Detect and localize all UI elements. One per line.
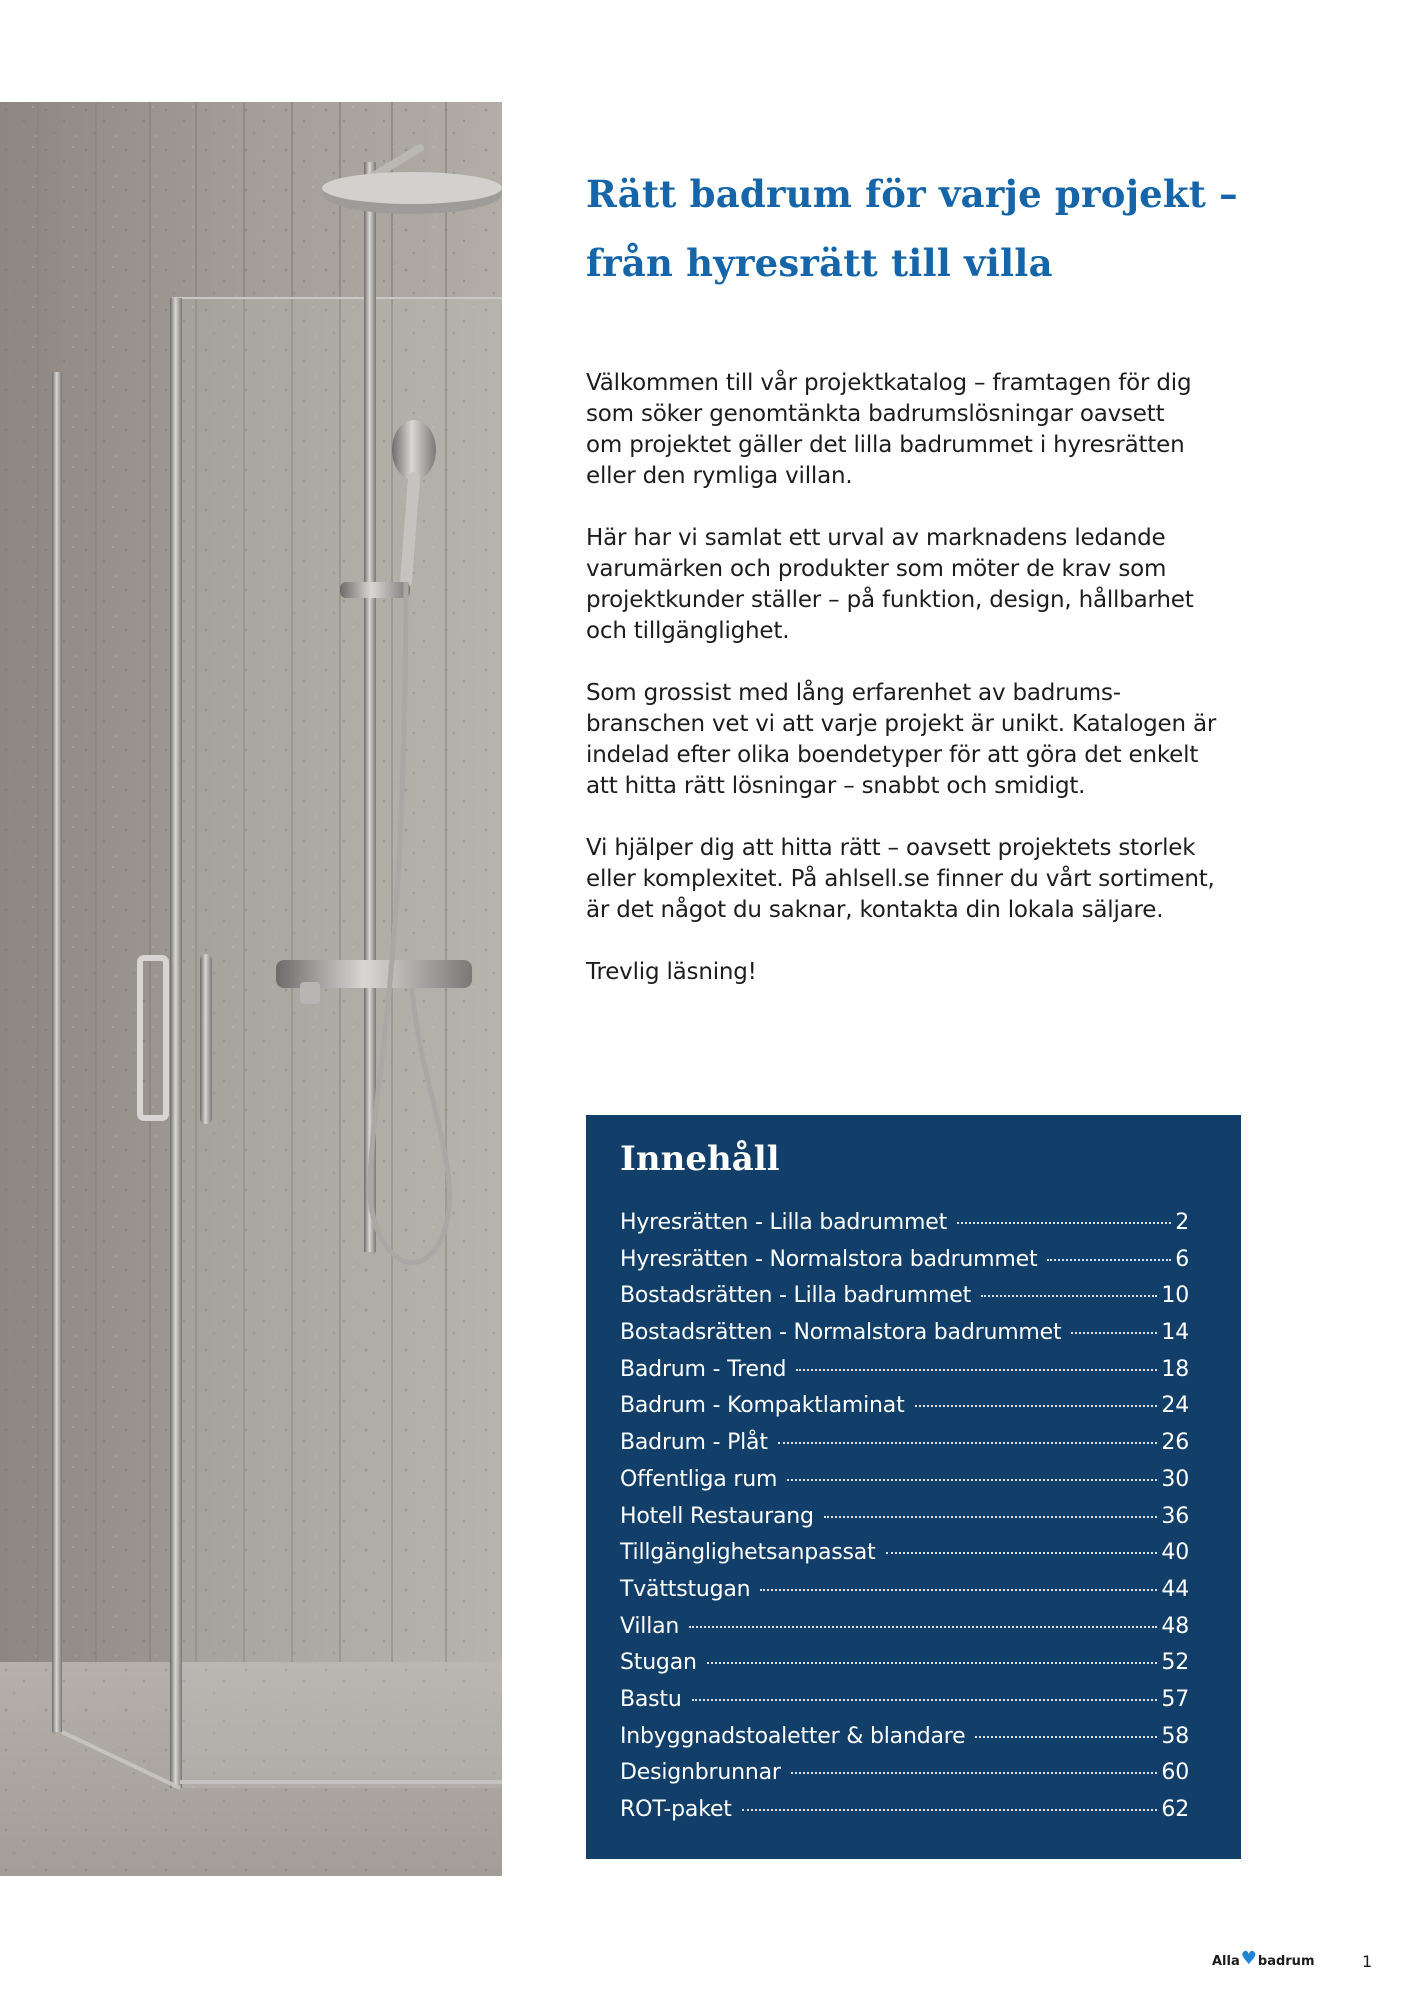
toc-dot-leader xyxy=(796,1369,1157,1371)
page-number: 1 xyxy=(1362,1952,1373,1971)
intro-paragraph-2 xyxy=(586,523,1256,647)
toc-item[interactable] xyxy=(620,1755,1189,1792)
toc-item-page: 18 xyxy=(1161,1356,1189,1382)
toc-item[interactable] xyxy=(620,1242,1189,1279)
toc-item-label: Bostadsrätten - Lilla badrummet xyxy=(620,1283,972,1309)
toc-dot-leader xyxy=(692,1699,1158,1701)
toc-dot-leader xyxy=(957,1222,1171,1224)
toc-item[interactable] xyxy=(620,1425,1189,1462)
toc-dot-leader xyxy=(689,1626,1157,1628)
toc-item-page: 36 xyxy=(1161,1503,1189,1529)
toc-item-page: 52 xyxy=(1161,1650,1189,1676)
toc-dot-leader xyxy=(787,1479,1157,1481)
table-of-contents xyxy=(586,1115,1241,1859)
toc-item-label: Stugan xyxy=(620,1650,697,1676)
toc-item-label: Badrum - Kompaktlaminat xyxy=(620,1393,905,1419)
toc-item-page: 60 xyxy=(1161,1760,1189,1786)
toc-item[interactable] xyxy=(620,1682,1189,1719)
intro-line: om projektet gäller det lilla badrummet i hyresrätten xyxy=(586,432,1185,458)
toc-item-label: Tillgänglighetsanpassat xyxy=(620,1540,876,1566)
shower-photo xyxy=(0,102,502,1876)
toc-item-page: 6 xyxy=(1175,1246,1189,1272)
page-title-line-1: Rätt badrum för varje projekt – xyxy=(586,172,1238,216)
toc-item-page: 14 xyxy=(1161,1320,1189,1346)
toc-item-label: Bastu xyxy=(620,1686,682,1712)
toc-dot-leader xyxy=(707,1662,1158,1664)
toc-dot-leader xyxy=(1047,1259,1171,1261)
toc-dot-leader xyxy=(824,1516,1158,1518)
intro-line: och tillgänglighet. xyxy=(586,618,790,644)
toc-item[interactable] xyxy=(620,1315,1189,1352)
toc-dot-leader xyxy=(742,1809,1158,1811)
toc-item-page: 57 xyxy=(1161,1686,1189,1712)
toc-item-label: Badrum - Trend xyxy=(620,1356,787,1382)
page-title xyxy=(586,160,1306,298)
toc-dot-leader xyxy=(1071,1332,1157,1334)
toc-item-page: 40 xyxy=(1161,1540,1189,1566)
toc-item-page: 26 xyxy=(1161,1430,1189,1456)
toc-dot-leader xyxy=(760,1589,1157,1591)
toc-item-label: Bostadsrätten - Normalstora badrummet xyxy=(620,1320,1062,1346)
intro-line: indelad efter olika boendetyper för att göra det enkelt xyxy=(586,742,1199,768)
toc-item[interactable] xyxy=(620,1462,1189,1499)
intro-line: som söker genomtänkta badrumslösningar oavsett xyxy=(586,401,1165,427)
toc-item-label: Designbrunnar xyxy=(620,1760,781,1786)
intro-closing xyxy=(586,957,1256,988)
toc-item[interactable] xyxy=(620,1645,1189,1682)
toc-item-page: 48 xyxy=(1161,1613,1189,1639)
toc-item[interactable] xyxy=(620,1352,1189,1389)
toc-item-label: Badrum - Plåt xyxy=(620,1430,768,1456)
intro-line: varumärken och produkter som möter de krav som xyxy=(586,556,1167,582)
toc-dot-leader xyxy=(981,1295,1157,1297)
intro-line: projektkunder ställer – på funktion, design, hållbarhet xyxy=(586,587,1194,613)
toc-item[interactable] xyxy=(620,1719,1189,1756)
toc-item[interactable] xyxy=(620,1388,1189,1425)
toc-item-label: Villan xyxy=(620,1613,680,1639)
toc-item[interactable] xyxy=(620,1609,1189,1646)
intro-line: Trevlig läsning! xyxy=(586,959,757,985)
toc-item[interactable] xyxy=(620,1792,1189,1829)
toc-item-label: Inbyggnadstoaletter & blandare xyxy=(620,1723,966,1749)
toc-item-label: Hotell Restaurang xyxy=(620,1503,814,1529)
intro-line: eller komplexitet. På ahlsell.se finner du vårt sortiment, xyxy=(586,866,1215,892)
toc-item-page: 58 xyxy=(1161,1723,1189,1749)
brand-name-right: badrum xyxy=(1257,1954,1315,1969)
intro-paragraph-4 xyxy=(586,833,1256,926)
toc-dot-leader xyxy=(975,1736,1157,1738)
toc-dot-leader xyxy=(915,1405,1158,1407)
intro-text xyxy=(586,368,1256,1019)
page-title-line-2: från hyresrätt till villa xyxy=(586,241,1053,285)
toc-item-page: 62 xyxy=(1161,1797,1189,1822)
intro-line: branschen vet vi att varje projekt är unikt. Katalogen är xyxy=(586,711,1217,737)
toc-dot-leader xyxy=(886,1552,1158,1554)
toc-item-label: Offentliga rum xyxy=(620,1466,778,1492)
intro-line: Vi hjälper dig att hitta rätt – oavsett projektets storlek xyxy=(586,835,1196,861)
toc-item-label: Tvättstugan xyxy=(620,1576,751,1602)
toc-item[interactable] xyxy=(620,1499,1189,1536)
toc-item[interactable] xyxy=(620,1278,1189,1315)
toc-dot-leader xyxy=(778,1442,1158,1444)
intro-paragraph-1 xyxy=(586,368,1256,492)
alla-badrum-logo xyxy=(1212,1948,1315,1969)
toc-item-page: 2 xyxy=(1175,1210,1189,1235)
toc-item-page: 44 xyxy=(1161,1576,1189,1602)
toc-item-page: 24 xyxy=(1161,1393,1189,1419)
intro-paragraph-3 xyxy=(586,678,1256,802)
intro-line: Här har vi samlat ett urval av marknadens ledande xyxy=(586,525,1166,551)
toc-item[interactable] xyxy=(620,1205,1189,1242)
toc-item[interactable] xyxy=(620,1535,1189,1572)
intro-line: att hitta rätt lösningar – snabbt och smidigt. xyxy=(586,773,1086,799)
intro-line: Välkommen till vår projektkatalog – framtagen för dig xyxy=(586,370,1192,396)
heart-icon: ♥ xyxy=(1240,1948,1257,1969)
toc-item[interactable] xyxy=(620,1572,1189,1609)
toc-title: Innehåll xyxy=(620,1139,780,1179)
toc-item-page: 10 xyxy=(1161,1283,1189,1309)
toc-item-label: Hyresrätten - Lilla badrummet xyxy=(620,1210,947,1235)
toc-item-label: ROT-paket xyxy=(620,1797,732,1822)
intro-line: eller den rymliga villan. xyxy=(586,463,853,489)
toc-item-label: Hyresrätten - Normalstora badrummet xyxy=(620,1246,1038,1272)
toc-dot-leader xyxy=(791,1772,1158,1774)
toc-item-page: 30 xyxy=(1161,1466,1189,1492)
intro-line: Som grossist med lång erfarenhet av badrums- xyxy=(586,680,1121,706)
brand-name-left: Alla xyxy=(1212,1954,1240,1969)
intro-line: är det något du saknar, kontakta din lokala säljare. xyxy=(586,897,1164,923)
toc-list xyxy=(620,1205,1189,1829)
